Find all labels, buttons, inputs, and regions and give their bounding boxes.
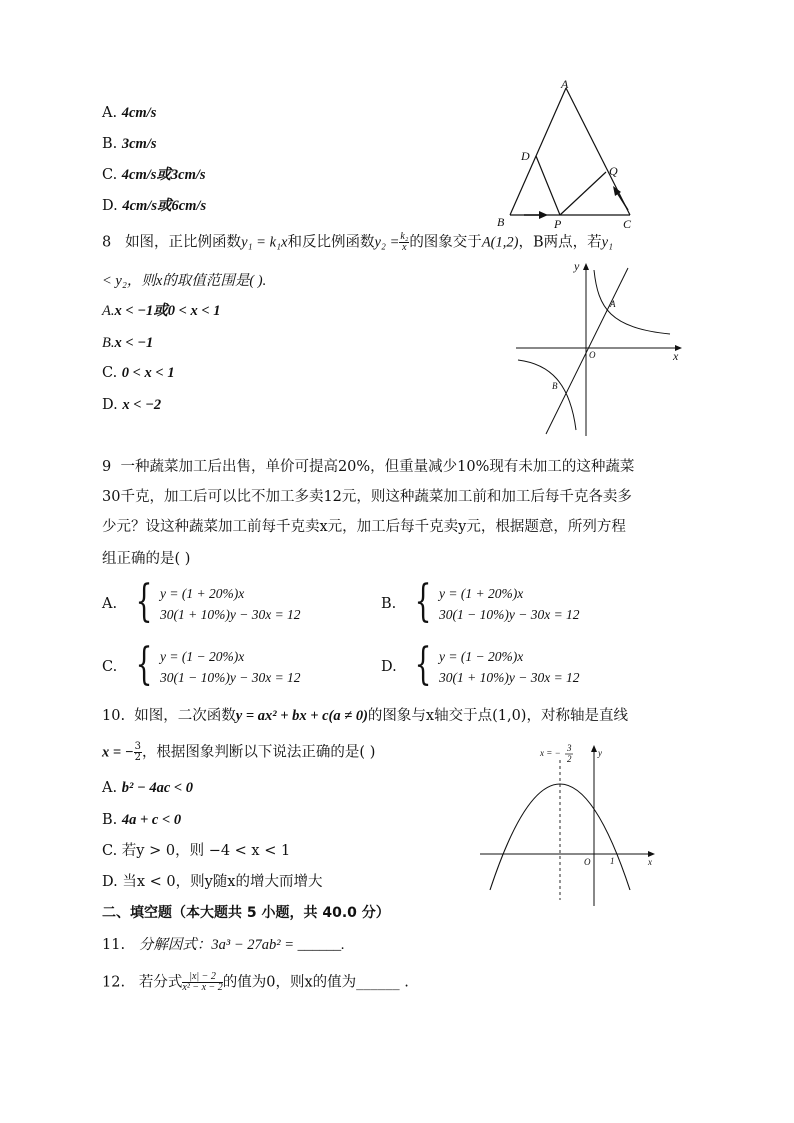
q8-option-d[interactable]: D. x < −2 [102, 397, 162, 413]
label-b: B [552, 381, 558, 391]
option-letter: B. [102, 136, 118, 152]
q9-stem-line2: 30千克，加工后可以比不加工多卖12元，则这种蔬菜加工前和加工后每千克各卖多 [102, 489, 632, 505]
brace-icon: { [135, 639, 153, 690]
q10-stem-line1: 10. 如图，二次函数y = ax² + bx + c(a ≠ 0)的图象与x轴交于点(1,0)，对称轴是直线 [102, 708, 628, 724]
q9-stem-line1: 9 一种蔬菜加工后出售，单价可提高20%，但重量减少10%现有未加工的这种蔬菜 [102, 459, 635, 475]
q10-stem-line2: x = − $\frac{3}{2}$ ，根据图象判断以下说法正确的是( ) [102, 741, 376, 763]
label-c: C [623, 217, 632, 231]
q9-option-a[interactable]: A. { y = (1 + 20%)x 30(1 + 10%)y − 30x = 12 [102, 576, 301, 627]
label-a: A [610, 299, 616, 309]
q10-option-a[interactable]: A. b² − 4ac < 0 [102, 780, 194, 796]
question-number: 11. [102, 937, 126, 953]
label-y: y [574, 259, 580, 273]
q7-option-d[interactable] [102, 197, 206, 215]
label-y: y [598, 748, 602, 758]
label-q: Q [609, 164, 618, 178]
label-axis-num: 3 [567, 743, 572, 753]
fraction-k2-over-x: $\frac{\text{k₂}}{x}$ [400, 231, 409, 253]
brace-icon: { [414, 639, 432, 690]
q7-option-c[interactable] [102, 166, 206, 184]
q10-option-c[interactable]: C. 若y > 0，则 −4 < x < 1 [102, 843, 291, 859]
eq-y1: y₁ = k₁x [241, 234, 288, 251]
label-x: x [648, 857, 652, 867]
q7-option-a[interactable] [102, 104, 156, 122]
q8-option-a[interactable]: A.x < −1或0 < x < 1 [102, 303, 221, 319]
q9-option-b[interactable]: B. { y = (1 + 20%)x 30(1 − 10%)y − 30x = 12 [381, 576, 580, 627]
question-number: 8 [102, 234, 112, 251]
label-axis-eq: x = − [540, 748, 561, 758]
label-d: D [521, 149, 530, 163]
brace-icon: { [135, 576, 153, 627]
question-number: 12. [102, 974, 126, 991]
option-text: 3cm/s [121, 136, 157, 152]
label-o: O [589, 350, 596, 360]
label-a: A [561, 77, 569, 91]
q9-option-d[interactable]: D. { y = (1 − 20%)x 30(1 + 10%)y − 30x = 12 [381, 639, 580, 690]
label-axis-den: 2 [567, 754, 572, 764]
q8-option-c[interactable]: C. 0 < x < 1 [102, 365, 175, 381]
label-b: B [497, 215, 505, 229]
q7-option-b[interactable] [102, 135, 157, 153]
label-p: P [554, 217, 562, 231]
q11: 11. 分解因式：3a³ − 27ab² = ______. [102, 937, 345, 953]
q7-triangle-figure [490, 76, 650, 236]
brace-icon: { [414, 576, 432, 627]
fraction-q12: $\frac{|x| - 2}{\text{x² − x − 2}}$ [182, 971, 223, 993]
q10-option-b[interactable]: B. 4a + c < 0 [102, 812, 182, 828]
q10-option-d[interactable]: D. 当x < 0，则y随x的增大而增大 [102, 874, 323, 890]
option-text: 4cm/s [121, 105, 157, 121]
section-title: 二、填空题（本大题共 5 小题，共 40.0 分） [102, 905, 390, 921]
option-letter: C. [102, 167, 118, 183]
question-number: 9 [102, 459, 112, 475]
q9-option-c[interactable]: C. { y = (1 − 20%)x 30(1 − 10%)y − 30x = 12 [102, 639, 301, 690]
option-text: 4cm/s或6cm/s [122, 198, 207, 214]
q8-option-b[interactable]: B.x < −1 [102, 335, 154, 351]
option-letter: D. [102, 198, 118, 214]
option-letter: A. [102, 105, 118, 121]
label-one: 1 [610, 856, 615, 866]
q9-stem-line4: 组正确的是( ) [102, 551, 191, 567]
q8-stem-line2: < y₂，则x的取值范围是( ). [102, 273, 267, 289]
q9-stem-line3: 少元？设这种蔬菜加工前每千克卖x元，加工后每千克卖y元，根据题意，所列方程 [102, 519, 626, 535]
q10-parabola-figure [474, 740, 664, 910]
q8-stem-line1: 8 如图，正比例函数y₁ = k₁x和反比例函数y₂ = $\frac{\text{k₂}}{x}$ 的图象交于A(1,2)，B两点，若y₁ [102, 231, 614, 253]
option-text: 4cm/s或3cm/s [121, 167, 206, 183]
q12: 12. 若分式 $\frac{|x| - 2}{\text{x² − x − 2}}$ 的值为0，则x的值为______ . [102, 971, 409, 993]
label-o: O [584, 857, 591, 867]
question-number: 10. [102, 708, 126, 724]
label-x: x [673, 349, 679, 363]
q8-graph-figure [510, 258, 690, 438]
fraction-3-over-2: $\frac{3}{2}$ [134, 741, 141, 763]
